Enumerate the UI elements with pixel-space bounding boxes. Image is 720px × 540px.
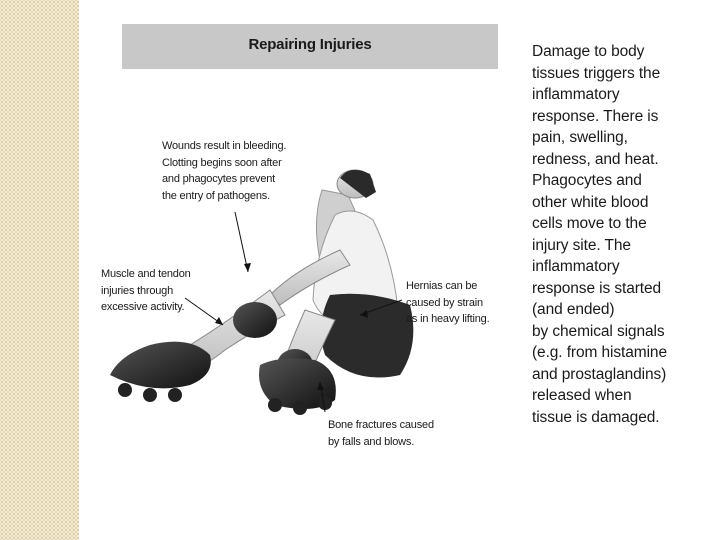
inflammatory-response-paragraph: Damage to body tissues triggers the inflammatory response. There is pain, swelling, redness, and heat. Phagocytes and other white blood cells move to the injury site. The inflammatory response is started (and ended) by chemical signals (e.g. from histamine and prostaglandins) released when tissue is damaged. [532,43,667,426]
skate-shape [110,342,211,389]
figure-title: Repairing Injuries [248,36,372,53]
skate-wheel-shape [168,388,182,402]
skate-wheel-shape [118,383,132,397]
decorative-side-strip [0,0,79,540]
callout-bone-fractures: Bone fractures caused by falls and blows. [328,419,434,448]
leader-arrowhead [244,263,251,272]
skate-wheel-shape [143,388,157,402]
knee-pad-shape [233,302,277,338]
callout-muscle-tendon: Muscle and tendon injuries through excessive activity. [101,268,191,313]
leader-arrowhead [215,317,223,325]
skate-wheel-shape [318,396,332,410]
callout-wounds: Wounds result in bleeding. Clotting begins soon after and phagocytes prevent the entry of pathogens. [162,140,287,202]
skate-wheel-shape [268,398,282,412]
leader-line [235,212,248,272]
skate-wheel-shape [293,401,307,415]
callout-hernias: Hernias can be caused by strain as in heavy lifting. [406,280,490,325]
shorts-shape [321,294,413,378]
figure-header-bar [122,24,498,69]
